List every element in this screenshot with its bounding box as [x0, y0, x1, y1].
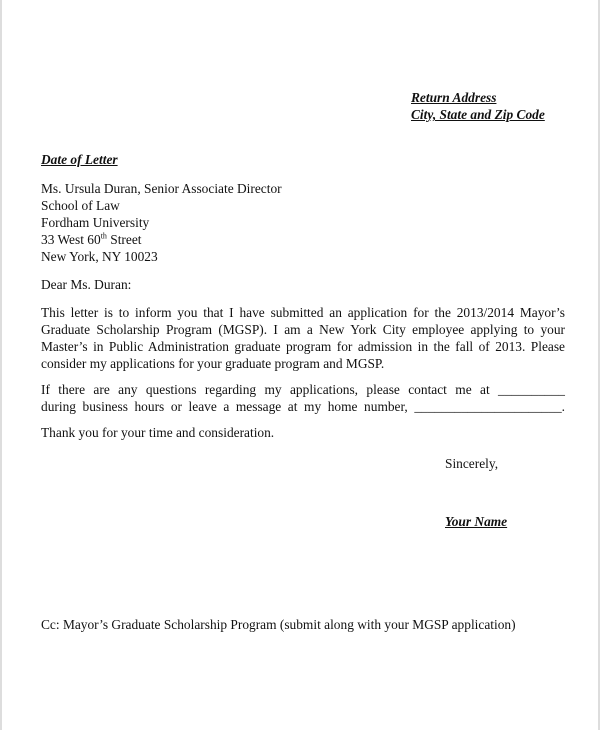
street-number: 33 West 60 [41, 232, 101, 247]
body-paragraph-1 [41, 304, 565, 372]
closing: Sincerely, [445, 456, 499, 471]
recipient-institution: Fordham University [41, 215, 150, 230]
salutation: Dear Ms. Duran: [41, 277, 132, 292]
return-address: Return Address [411, 90, 497, 105]
paragraph-line: during business hours or leave a message at my home number, ______________________. [41, 399, 565, 414]
paragraph-line: consider my applications for your graduate program and MGSP. [41, 356, 385, 371]
street-ordinal: th [100, 231, 107, 241]
recipient-street [41, 231, 142, 248]
recipient-name: Ms. Ursula Duran, Senior Associate Director [41, 181, 282, 196]
thanks-line: Thank you for your time and consideration. [41, 425, 275, 440]
recipient-city: New York, NY 10023 [41, 249, 158, 264]
paragraph-line: If there are any questions regarding my applications, please contact me at __________ [41, 382, 565, 397]
letter-date: Date of Letter [41, 152, 118, 167]
signature-name: Your Name [445, 514, 508, 529]
city-state-zip: City, State and Zip Code [411, 107, 545, 122]
body-paragraph-2 [41, 381, 565, 415]
recipient-department: School of Law [41, 198, 120, 213]
street-name: Street [106, 232, 142, 247]
paragraph-line: This letter is to inform you that I have submitted an application for the 2013/2014 Mayor’s [41, 305, 565, 320]
paragraph-line: Master’s in Public Administration graduate program for admission in the fall of 2013. Please [41, 339, 565, 354]
cc-line: Cc: Mayor’s Graduate Scholarship Program (submit along with your MGSP application) [41, 617, 516, 632]
paragraph-line: Graduate Scholarship Program (MGSP). I am a New York City employee applying to your [41, 322, 565, 337]
